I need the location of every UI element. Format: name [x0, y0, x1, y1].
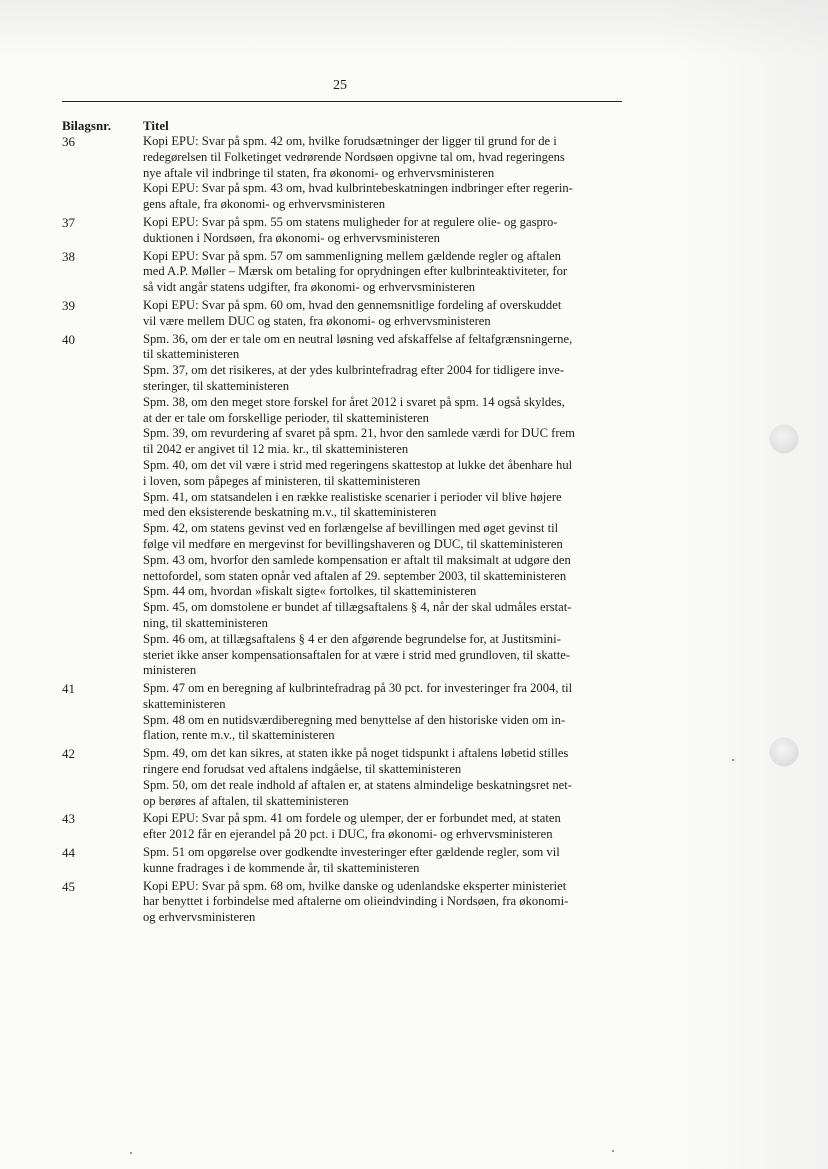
entry-title: [143, 681, 622, 744]
entry-title-line: i loven, som påpeges af ministeren, til skatteministeren: [143, 473, 421, 488]
entry-title-line: steringer, til skatteministeren: [143, 378, 290, 393]
entry-title-line: steriet ikke anser kompensationsaftalen for at være i strid med grundloven, til skatte-: [143, 647, 571, 662]
entry-title: [143, 332, 622, 680]
appendix-entry: [62, 298, 622, 330]
scan-speck: [732, 759, 734, 761]
entry-title-line: gens aftale, fra økonomi- og erhvervsministeren: [143, 197, 385, 212]
column-header-titel: Titel: [143, 118, 169, 133]
entry-title-line: Spm. 45, om domstolene er bundet af tillægsaftalens § 4, når der skal udmåles erstat-: [143, 600, 572, 615]
entry-title-line: til 2042 er angivet til 12 mia. kr., til skatteministeren: [143, 442, 409, 457]
entry-title: [143, 215, 622, 247]
appendix-entry: [62, 134, 622, 213]
entry-number: 40: [62, 331, 75, 347]
entry-title-line: Kopi EPU: Svar på spm. 41 om fordele og ulemper, der er forbundet med, at staten: [143, 811, 561, 826]
appendix-entry: [62, 879, 622, 926]
appendix-entry: [62, 845, 622, 877]
scan-speck: [612, 1150, 614, 1152]
page-number: 25: [333, 78, 347, 93]
entry-title-line: Spm. 38, om den meget store forskel for året 2012 i svaret på spm. 14 også skyldes,: [143, 394, 565, 409]
entry-title: [143, 249, 622, 296]
column-header-bilagsnr: Bilagsnr.: [62, 118, 112, 133]
entry-title-line: duktionen i Nordsøen, fra økonomi- og erhvervsministeren: [143, 230, 440, 245]
entry-title-line: med den eksisterende beskatning m.v., til skatteministeren: [143, 505, 437, 520]
appendix-entry: [62, 681, 622, 744]
entry-number: 38: [62, 248, 75, 264]
entry-number: 39: [62, 297, 75, 313]
entry-number: 42: [62, 746, 75, 762]
entry-title: [143, 845, 622, 877]
entry-title-line: ringere end forudsat ved aftalens indgåelse, til skatteministeren: [143, 762, 462, 777]
entry-title-line: Kopi EPU: Svar på spm. 57 om sammenligning mellem gældende regler og aftalen: [143, 248, 561, 263]
entry-title-line: og erhvervsministeren: [143, 910, 256, 925]
entry-number: 37: [62, 214, 75, 230]
entry-title-line: Spm. 48 om en nutidsværdiberegning med benyttelse af den historiske viden om in-: [143, 712, 566, 727]
appendix-list: [62, 134, 622, 928]
entry-title-line: Spm. 36, om der er tale om en neutral løsning ved afskaffelse af feltafgrænsningerne,: [143, 331, 573, 346]
entry-title: [143, 746, 622, 809]
entry-title-line: Spm. 39, om revurdering af svaret på spm. 21, hvor den samlede værdi for DUC frem: [143, 426, 575, 441]
entry-title-line: Spm. 46 om, at tillægsaftalens § 4 er den afgørende begrundelse for, at Justitsmini-: [143, 631, 561, 646]
entry-title-line: har benyttet i forbindelse med aftalerne om olieindvinding i Nordsøen, fra økonomi-: [143, 894, 569, 909]
entry-title-line: følge vil medføre en mergevinst for bevillingshaveren og DUC, til skatteministeren: [143, 536, 563, 551]
entry-title-line: Kopi EPU: Svar på spm. 42 om, hvilke forudsætninger der ligger til grund for de i: [143, 134, 557, 148]
entry-title: [143, 298, 622, 330]
entry-title-line: Spm. 44 om, hvordan »fiskalt sigte« fortolkes, til skatteministeren: [143, 584, 477, 599]
entry-title-line: vil være mellem DUC og staten, fra økonomi- og erhvervsministeren: [143, 313, 491, 328]
entry-title-line: Kopi EPU: Svar på spm. 43 om, hvad kulbrintebeskatningen indbringer efter regerin-: [143, 181, 573, 196]
entry-title-line: så vidt angår statens udgifter, fra økonomi- og erhvervsministeren: [143, 280, 476, 295]
entry-title-line: redegørelsen til Folketinget vedrørende Nordsøen opgivne tal om, hvad regeringens: [143, 149, 565, 164]
entry-title-line: op berøres af aftalen, til skatteministeren: [143, 793, 349, 808]
entry-number: 36: [62, 134, 75, 149]
entry-title-line: kunne fradrages i de kommende år, til skatteministeren: [143, 860, 420, 875]
entry-title: [143, 811, 622, 843]
header-rule: [62, 101, 622, 102]
entry-title-line: Spm. 37, om det risikeres, at der ydes kulbrintefradrag efter 2004 for tidligere inve-: [143, 363, 565, 378]
appendix-entry: [62, 249, 622, 296]
entry-title-line: nettofordel, som staten opnår ved aftalen af 29. september 2003, til skatteministeren: [143, 568, 567, 583]
entry-title-line: Spm. 42, om statens gevinst ved en forlængelse af bevillingen med øget gevinst til: [143, 521, 559, 536]
entry-title-line: Spm. 49, om det kan sikres, at staten ikke på noget tidspunkt i aftalens løbetid stilles: [143, 746, 569, 761]
entry-number: 44: [62, 845, 75, 861]
entry-title-line: skatteministeren: [143, 696, 226, 711]
appendix-entry: [62, 332, 622, 680]
appendix-entry: [62, 215, 622, 247]
entry-title-line: Spm. 51 om opgørelse over godkendte investeringer efter gældende regler, som vil: [143, 845, 560, 860]
entry-title-line: ministeren: [143, 663, 197, 678]
entry-title-line: Kopi EPU: Svar på spm. 68 om, hvilke danske og udenlandske eksperter ministeriet: [143, 878, 567, 893]
scan-speck: [130, 1152, 132, 1154]
entry-title-line: Spm. 47 om en beregning af kulbrintefradrag på 30 pct. for investeringer fra 2004, til: [143, 681, 573, 696]
entry-title-line: nye aftale vil indbringe til staten, fra økonomi- og erhvervsministeren: [143, 165, 495, 180]
entry-title-line: efter 2012 får en ejerandel på 20 pct. i DUC, fra økonomi- og erhvervsministeren: [143, 827, 553, 842]
entry-title: [143, 134, 622, 213]
entry-title-line: flation, rente m.v., til skatteministeren: [143, 728, 335, 743]
entry-title-line: Kopi EPU: Svar på spm. 55 om statens muligheder for at regulere olie- og gaspro-: [143, 214, 558, 229]
punch-hole: [770, 425, 798, 453]
entry-title-line: Spm. 50, om det reale indhold af aftalen er, at statens almindelige beskatningsret net-: [143, 777, 572, 792]
entry-title: [143, 879, 622, 926]
entry-title-line: Spm. 40, om det vil være i strid med regeringens skattestop at lukke det åbenhare hul: [143, 457, 573, 472]
entry-title-line: ning, til skatteministeren: [143, 615, 268, 630]
entry-number: 45: [62, 878, 75, 894]
punch-hole: [770, 738, 798, 766]
entry-title-line: Spm. 43 om, hvorfor den samlede kompensation er aftalt til maksimalt at udgøre den: [143, 552, 571, 567]
entry-number: 43: [62, 811, 75, 827]
appendix-entry: [62, 811, 622, 843]
entry-title-line: at der er tale om forskellige perioder, til skatteministeren: [143, 410, 429, 425]
scan-shadow-right: [658, 0, 828, 1169]
entry-title-line: med A.P. Møller – Mærsk om betaling for oprydningen efter kulbrinteaktiviteter, for: [143, 264, 568, 279]
entry-number: 41: [62, 681, 75, 697]
entry-title-line: Spm. 41, om statsandelen i en række realistiske scenarier i perioder vil blive højere: [143, 489, 562, 504]
entry-title-line: Kopi EPU: Svar på spm. 60 om, hvad den gennemsnitlige fordeling af overskuddet: [143, 297, 562, 312]
entry-title-line: til skatteministeren: [143, 347, 240, 362]
appendix-entry: [62, 746, 622, 809]
